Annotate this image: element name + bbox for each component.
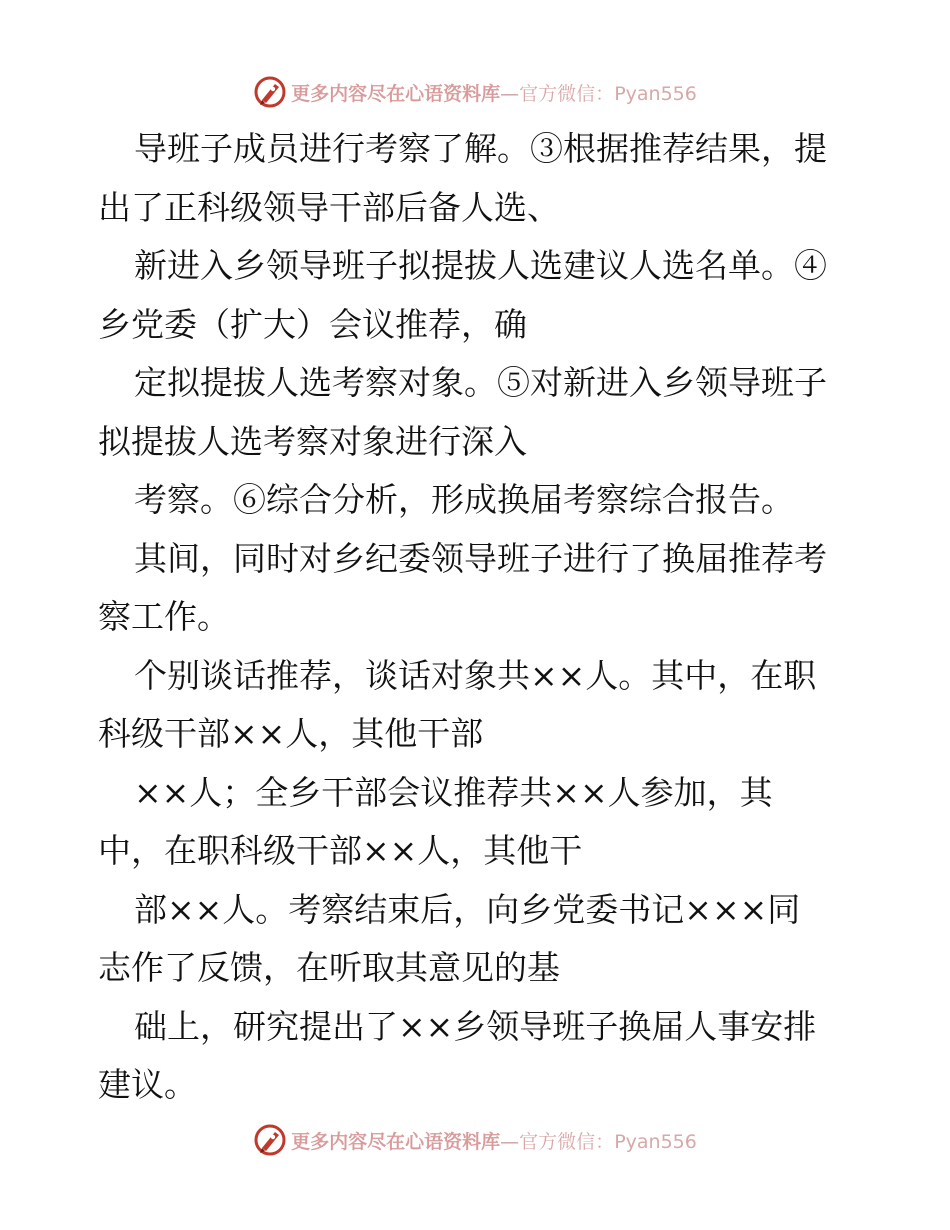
body-line: 定拟提拔人选考察对象。⑤对新进入乡领导班子 (134, 363, 827, 402)
footer-wechat-label: 官方微信： (519, 1130, 615, 1153)
body-line: 新进入乡领导班子拟提拔人选建议人选名单。④ (134, 246, 827, 285)
footer-brand: 更多内容尽在心语资料库 (291, 1130, 501, 1153)
footer-banner (0, 1120, 950, 1160)
header-wechat-id: Pyan556 (614, 82, 697, 105)
footer-banner-text (291, 1127, 697, 1154)
header-separator: — (500, 82, 520, 105)
body-line: 导班子成员进行考察了解。③根据推荐结果，提 (134, 129, 827, 168)
body-line: 个别谈话推荐，谈话对象共××人。其中，在职 (134, 655, 817, 695)
body-line: 科级干部××人，其他干部 (98, 714, 484, 753)
body-line: 出了正科级领导干部后备人选、 (98, 187, 560, 227)
body-line: 拟提拔人选考察对象进行深入 (98, 421, 527, 461)
document-body (98, 120, 858, 1115)
body-line: 察工作。 (98, 597, 230, 636)
header-banner (0, 72, 950, 112)
body-line: 志作了反馈，在听取其意见的基 (98, 948, 560, 987)
footer-wechat-id: Pyan556 (614, 1130, 697, 1153)
body-line: 中，在职科级干部××人，其他干 (98, 831, 583, 870)
pen-logo-icon (253, 75, 287, 109)
body-line: 部××人。考察结束后，向乡党委书记×××同 (134, 889, 801, 929)
body-line: 考察。⑥综合分析，形成换届考察综合报告。 (134, 480, 794, 519)
header-brand: 更多内容尽在心语资料库 (291, 82, 501, 105)
header-wechat-label: 官方微信： (519, 82, 615, 105)
body-line: 建议。 (98, 1065, 197, 1104)
header-banner-text (291, 79, 697, 106)
body-line: 乡党委（扩大）会议推荐，确 (98, 304, 527, 344)
body-line: 其间，同时对乡纪委领导班子进行了换届推荐考 (134, 538, 827, 578)
pen-logo-icon (253, 1123, 287, 1157)
body-line: ××人；全乡干部会议推荐共××人参加，其 (134, 772, 773, 812)
footer-separator: — (500, 1130, 520, 1153)
body-line: 础上，研究提出了××乡领导班子换届人事安排 (134, 1006, 817, 1046)
